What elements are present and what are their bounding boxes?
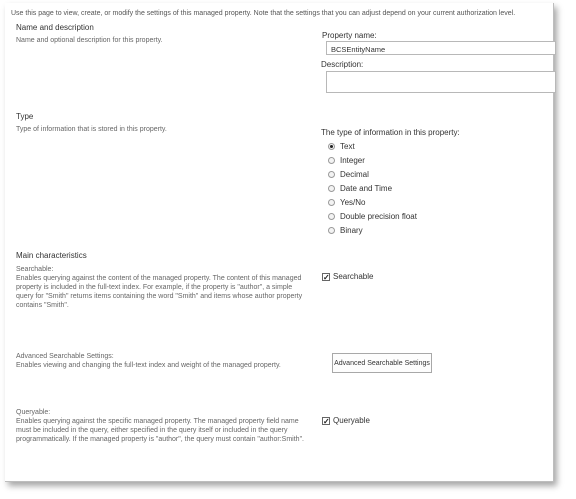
type-option-label: Text xyxy=(340,141,355,151)
type-options-label: The type of information in this property: xyxy=(321,128,460,137)
name-section-description: Name and optional description for this property. xyxy=(16,37,163,44)
queryable-title: Queryable: xyxy=(16,409,51,416)
property-name-input[interactable]: BCSEntityName xyxy=(326,41,556,55)
queryable-checkbox[interactable]: ✓ xyxy=(323,416,330,426)
advanced-searchable-settings-button[interactable]: Advanced Searchable Settings xyxy=(332,353,432,373)
queryable-label: Queryable xyxy=(333,416,370,425)
type-option-date-and-time[interactable] xyxy=(328,182,392,194)
main-section-title: Main characteristics xyxy=(16,251,87,260)
property-name-label: Property name: xyxy=(322,31,377,40)
radio-icon[interactable] xyxy=(328,185,335,192)
type-option-label: Date and Time xyxy=(340,183,393,193)
type-option-decimal[interactable] xyxy=(328,168,369,180)
description-textarea[interactable] xyxy=(326,71,556,93)
intro-text: Use this page to view, create, or modify the settings of this managed property. Note that the settings that you can adjust depend on your current authorization level. xyxy=(11,10,516,17)
searchable-checkbox[interactable]: ✓ xyxy=(323,272,330,282)
type-section-description: Type of information that is stored in this property. xyxy=(16,126,167,133)
radio-selected-icon[interactable] xyxy=(328,143,335,150)
searchable-title: Searchable: xyxy=(16,266,54,273)
searchable-label: Searchable xyxy=(333,272,374,281)
searchable-checkbox-row[interactable] xyxy=(322,272,373,281)
name-section-title: Name and description xyxy=(16,23,94,32)
type-option-label: Decimal xyxy=(340,169,369,179)
advanced-searchable-title: Advanced Searchable Settings: xyxy=(16,353,114,360)
radio-icon[interactable] xyxy=(328,171,335,178)
type-option-label: Binary xyxy=(340,225,363,235)
type-option-text[interactable] xyxy=(328,140,355,152)
type-option-double-precision-float[interactable] xyxy=(328,210,417,222)
advanced-searchable-description: Enables viewing and changing the full-text index and weight of the managed property. xyxy=(16,362,281,369)
radio-icon[interactable] xyxy=(328,227,335,234)
description-label: Description: xyxy=(321,60,364,69)
settings-page xyxy=(5,3,554,482)
searchable-description: Enables querying against the content of the managed property. The content of this managed property is included in the full-text index. For example, if the property is "author", a simple query for "Smith" returns items containing the word "Smith" and items whose author property contains "Smith". xyxy=(16,275,303,309)
radio-icon[interactable] xyxy=(328,213,335,220)
type-option-yes-no[interactable] xyxy=(328,196,366,208)
type-option-label: Double precision float xyxy=(340,211,417,221)
queryable-checkbox-row[interactable] xyxy=(322,416,370,425)
radio-icon[interactable] xyxy=(328,199,335,206)
type-option-integer[interactable] xyxy=(328,154,365,166)
type-section-title: Type xyxy=(16,112,34,121)
type-option-label: Yes/No xyxy=(340,197,366,207)
type-option-label: Integer xyxy=(340,155,365,165)
radio-icon[interactable] xyxy=(328,157,335,164)
queryable-description: Enables querying against the specific managed property. The managed property field name must be included in the query, either specified in the query itself or included in the query programmatically. If the managed property is "author", the query must contain "author:Smith". xyxy=(16,418,305,443)
type-option-binary[interactable] xyxy=(328,224,363,236)
